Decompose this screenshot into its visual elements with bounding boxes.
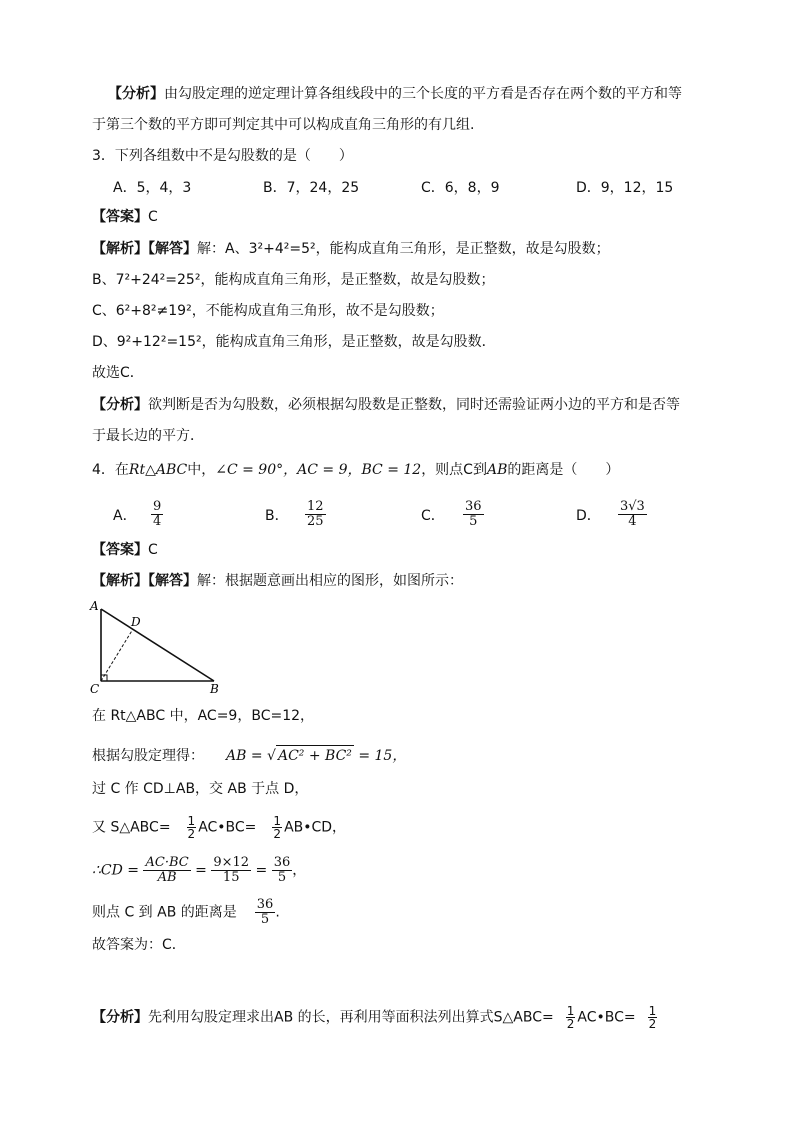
sol-d-rest: ，能构成直角三角形，是正整数，故是勾股数．: [201, 334, 496, 350]
q4-analysis-b: AC•BC=: [577, 1009, 636, 1026]
numerator: 9×12: [213, 855, 250, 870]
q4-stem-suffix-b: 的距离是（ ）: [507, 462, 620, 478]
q3-option-c: C．6，8，9: [421, 180, 500, 196]
q4-step-5: ∴CD = $\frac{AC\cdot BC}{AB}$ = $\frac{9\times 12}{15}$ = $\frac{36}{5}$ ，: [92, 855, 307, 885]
sqrt-sign: √: [267, 748, 276, 764]
analysis-tag: 【分析】: [92, 397, 148, 413]
q4-step-3: 过 C 作 CD⊥AB，交 AB 于点 D，: [92, 781, 309, 797]
half-fraction: [272, 815, 282, 840]
label-a: A: [90, 599, 99, 613]
q4-option-c: [421, 500, 484, 529]
analysis-tag: 【分析】: [108, 86, 164, 102]
denominator: 4: [153, 514, 162, 529]
step-4-b: AC•BC=: [198, 819, 257, 836]
solution-intro: 解：A、: [197, 241, 249, 257]
solution-intro: 解：根据题意画出相应的图形，如图所示：: [197, 573, 463, 589]
numerator: 36: [273, 855, 291, 870]
denominator: 2: [187, 827, 196, 841]
sol-a-expr: 3²+4²=5²: [248, 241, 316, 257]
analysis-tag: 【分析】: [92, 1009, 148, 1026]
q4-stem-ab: AB: [486, 462, 508, 478]
q4-option-a: [113, 500, 163, 529]
label-b: B: [210, 682, 219, 696]
q3-solution-line-d: [92, 332, 496, 352]
step-2-lhs: AB =: [226, 748, 268, 764]
sol-b-expr: B、7²+24²=25²: [92, 272, 201, 288]
q3-choose: 故选C．: [92, 365, 144, 381]
denominator: 25: [307, 514, 324, 529]
q2-analysis-text-1: 由勾股定理的逆定理计算各组线段中的三个长度的平方看是否存在两个数的平方和等: [164, 86, 682, 102]
denominator: 4: [628, 514, 637, 529]
denominator: 2: [648, 1017, 657, 1031]
sol-c-rest: ，不能构成直角三角形，故不是勾股数；: [191, 303, 444, 319]
step-5-end: ，: [292, 862, 307, 879]
solution-tag: 【解析】【解答】: [92, 573, 197, 589]
q4-step-4: [92, 815, 346, 840]
answer-value: C: [148, 542, 158, 558]
q3-stem: 3．下列各组数中不是勾股数的是（ ）: [92, 148, 353, 164]
half-fraction: [566, 1005, 576, 1030]
q3-option-a: A．5，4，3: [113, 180, 192, 196]
side-ab: [101, 609, 214, 681]
q4-solution-intro: [92, 571, 463, 591]
q4-analysis-text: 先利用勾股定理求出AB 的长，再利用等面积法列出算式S△ABC=: [148, 1009, 554, 1026]
q3-solution-line-c: [92, 301, 444, 321]
half-fraction: [648, 1005, 658, 1030]
half-fraction: [187, 815, 197, 840]
option-fraction: [618, 500, 647, 529]
fraction-3: [272, 856, 293, 885]
q4-stem-conditions: ∠C = 90°，AC = 9，BC = 12: [215, 462, 422, 478]
q3-solution-line-b: [92, 270, 494, 290]
step-6-text: 则点 C 到 AB 的距离是: [92, 904, 237, 921]
q4-step-6: [92, 898, 280, 927]
triangle-figure: [86, 596, 236, 698]
q4-stem-prefix: 4．在: [92, 462, 129, 478]
fraction-1: [143, 856, 190, 885]
fraction-2: [211, 856, 251, 885]
denominator: 2: [273, 827, 282, 841]
step-4-c: AB•CD，: [284, 819, 347, 836]
step-6-end: .: [275, 904, 280, 921]
q3-option-d: D．9，12，15: [576, 180, 674, 196]
option-label: C．: [421, 507, 445, 524]
numerator: 1: [648, 1004, 657, 1018]
answer-tag: 【答案】: [92, 542, 148, 558]
answer-value: C: [148, 209, 158, 225]
distance-fraction: [255, 898, 276, 927]
q3-option-b: B．7，24，25: [263, 180, 360, 196]
option-label: B．: [265, 507, 289, 524]
numerator: 9: [153, 499, 162, 514]
numerator: 3√3: [620, 499, 645, 514]
numerator: 12: [307, 499, 324, 514]
q4-step-1: 在 Rt△ABC 中，AC=9，BC=12，: [92, 708, 315, 724]
denominator: AB: [157, 870, 177, 885]
numerator: AC·BC: [145, 855, 189, 870]
q4-step-2: [92, 745, 406, 766]
numerator: 1: [566, 1004, 575, 1018]
q4-answer: [92, 540, 158, 560]
q4-analysis: [92, 1005, 659, 1030]
q4-stem-mid: 中，: [187, 462, 216, 478]
denominator: 2: [566, 1017, 575, 1031]
step-2-rhs: = 15，: [353, 748, 407, 764]
step-2-text: 根据勾股定理得：: [92, 748, 204, 764]
denominator: 5: [260, 912, 270, 927]
q4-option-d: [576, 500, 647, 529]
step-5-lhs: ∴CD =: [92, 862, 144, 879]
altitude-cd: [101, 629, 133, 681]
denominator: 5: [469, 514, 478, 529]
numerator: 36: [465, 499, 482, 514]
option-label: A．: [113, 507, 137, 524]
option-fraction: [463, 500, 484, 529]
q3-solution-line-a: [92, 239, 610, 259]
q2-analysis-line-2: 于第三个数的平方即可判定其中可以构成直角三角形的有几组.: [92, 117, 475, 133]
q4-stem-triangle: Rt△ABC: [128, 462, 188, 478]
numerator: 36: [256, 897, 274, 912]
solution-tag: 【解析】【解答】: [92, 241, 197, 257]
q3-analysis-text-1: 欲判断是否为勾股数，必须根据勾股数是正整数，同时还需验证两小边的平方和是否等: [148, 397, 680, 413]
q3-analysis-line-2: 于最长边的平方．: [92, 428, 204, 444]
q4-stem: [92, 460, 619, 480]
q3-analysis-line-1: [92, 395, 680, 415]
q2-analysis-line-1: [108, 84, 682, 104]
option-fraction: [151, 500, 163, 529]
numerator: 1: [273, 814, 282, 828]
label-d: D: [131, 615, 141, 629]
sol-c-expr: C、6²+8²≠19²: [92, 303, 192, 319]
sol-a-rest: ，能构成直角三角形，是正整数，故是勾股数；: [315, 241, 610, 257]
step-4-a: 又 S△ABC=: [92, 819, 171, 836]
denominator: 5: [277, 870, 287, 885]
option-label: D．: [576, 507, 601, 524]
step-2-radicand: AC² + BC²: [276, 745, 354, 766]
sol-b-rest: ，能构成直角三角形，是正整数，故是勾股数；: [200, 272, 495, 288]
label-c: C: [90, 682, 100, 696]
q4-option-b: [265, 500, 326, 529]
option-fraction: [305, 500, 326, 529]
denominator: 15: [222, 870, 240, 885]
numerator: 1: [187, 814, 196, 828]
q3-answer: [92, 207, 158, 227]
sol-d-expr: D、9²+12²=15²: [92, 334, 202, 350]
q4-stem-suffix-a: ，则点C到: [421, 462, 487, 478]
answer-tag: 【答案】: [92, 209, 148, 225]
q4-step-7: 故答案为：C．: [92, 937, 186, 953]
